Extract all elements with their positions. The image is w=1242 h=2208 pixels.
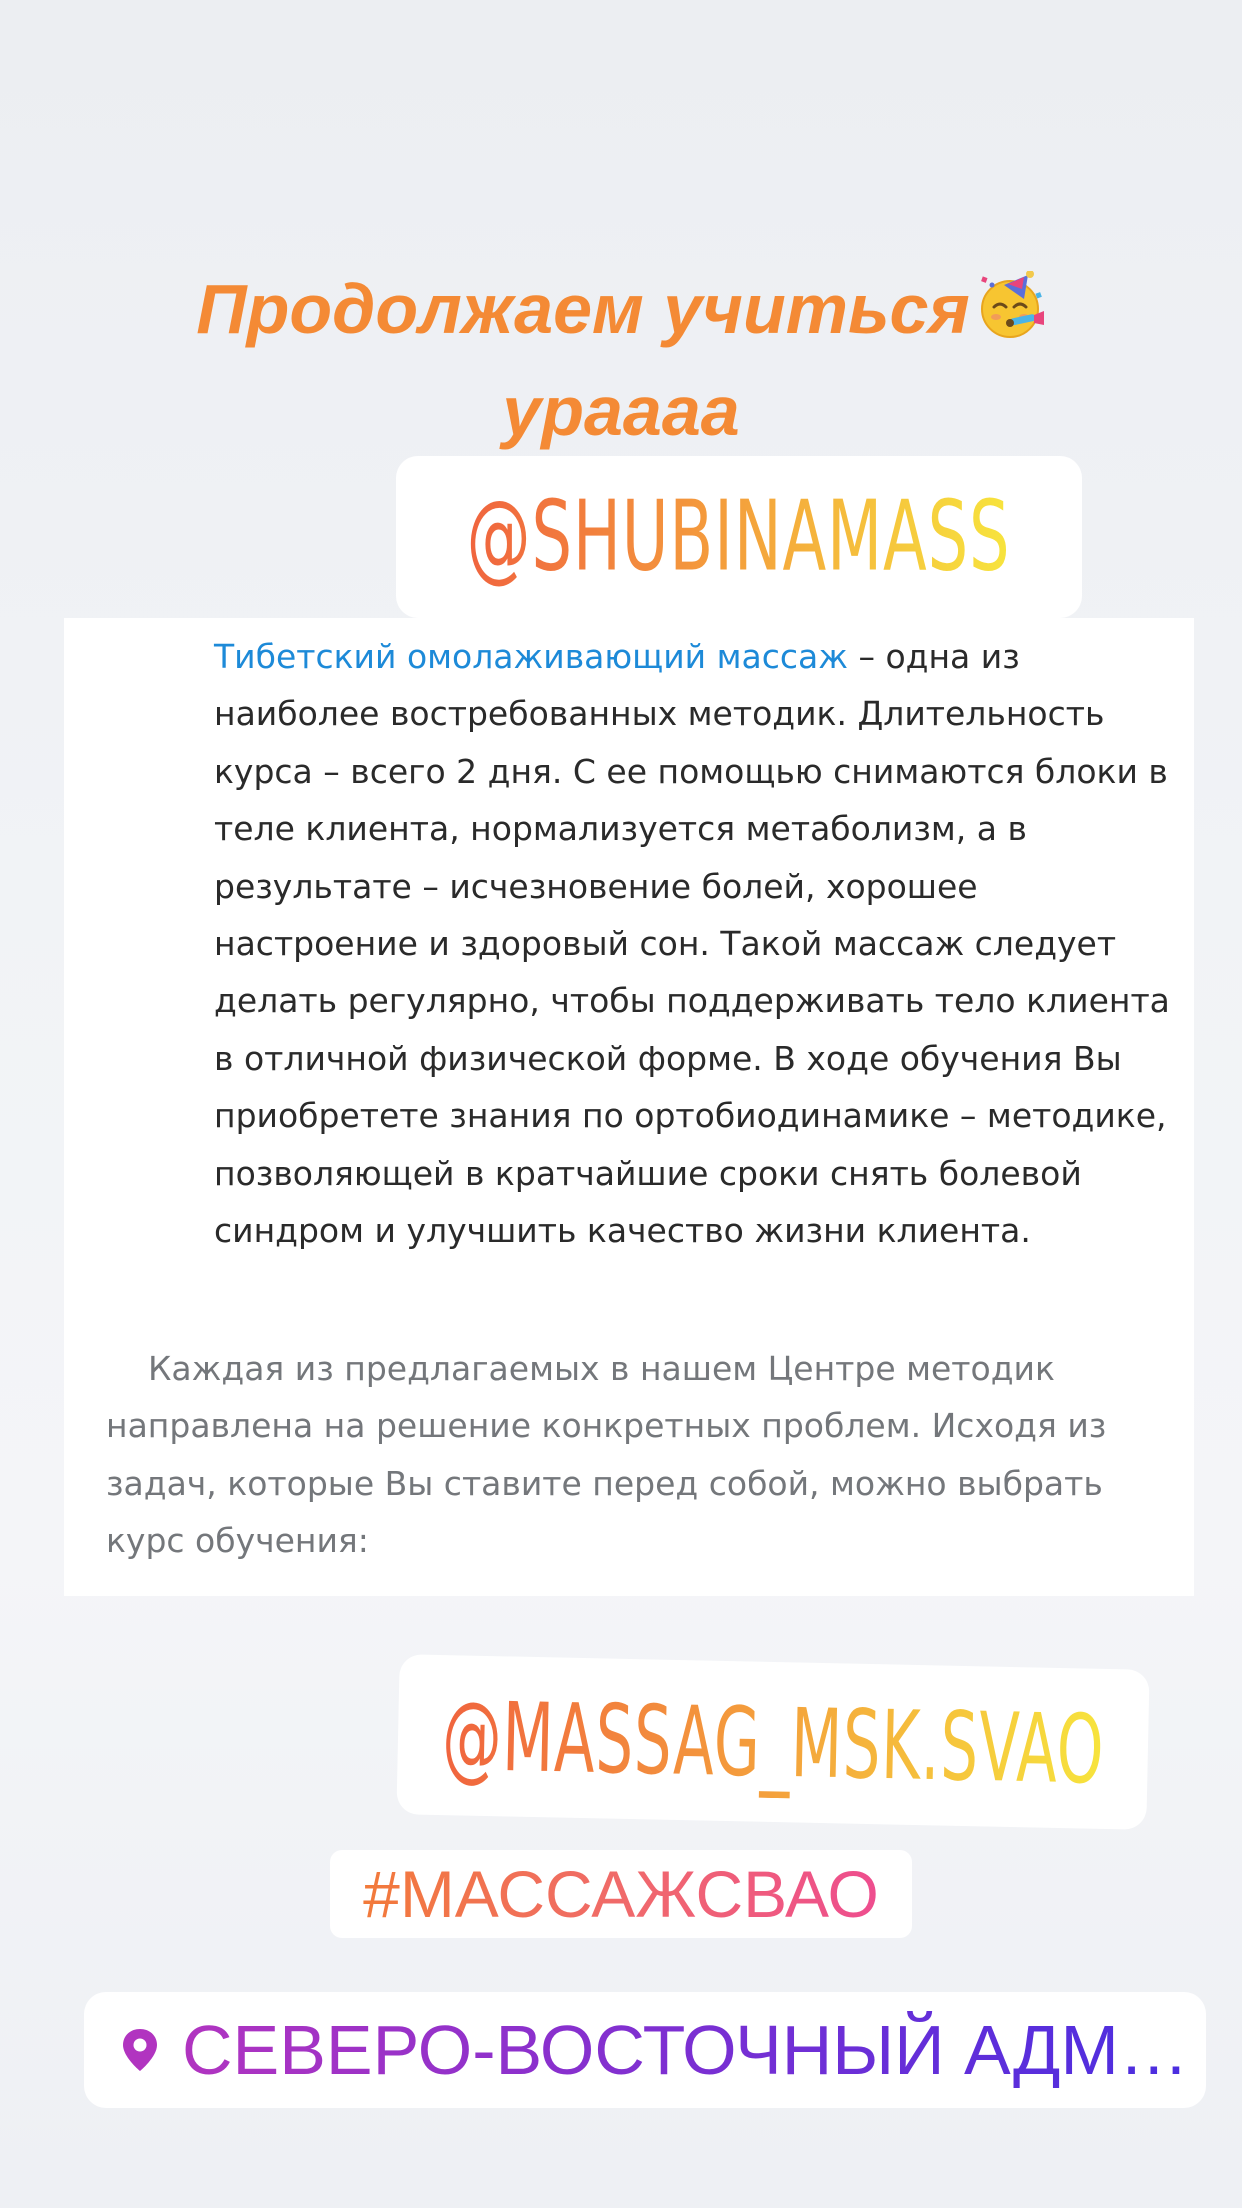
story-caption[interactable]: [0, 258, 1242, 462]
mention-sticker-shubinamass[interactable]: [396, 456, 1082, 618]
caption-line-2: урaaaa: [502, 372, 740, 450]
mention-sticker-massag-msk-svao[interactable]: [396, 1654, 1149, 1830]
mention-label: @MASSAG_MSK.SVAO: [440, 1679, 1106, 1805]
mention-label: @SHUBINAMASS: [467, 480, 1011, 594]
hashtag-sticker[interactable]: [330, 1850, 912, 1938]
partying-face-icon: [974, 268, 1046, 340]
article-body-text: – одна из наиболее востребованных методик. Длительность курса – всего 2 дня. С ее помощью снимаются блоки в теле клиента, нормализуется метаболизм, а в результате – исчезновение болей, хорошее настроение и здоровый сон. Такой массаж следует делать регулярно, чтобы поддерживать тело клиента в отличной физической форме. В ходе обучения Вы приобретете знания по ортобиодинамике – методике, позволяющей в кратчайшие сроки снять болевой синдром и улучшить качество жизни клиента.: [214, 637, 1170, 1251]
article-link-tibetan-massage[interactable]: Тибетский омолаживающий массаж: [214, 637, 848, 676]
location-sticker[interactable]: [84, 1992, 1206, 2108]
article-screenshot-card: [64, 618, 1194, 1596]
article-paragraph-main: [214, 628, 1174, 1259]
article-paragraph-secondary: Каждая из предлагаемых в нашем Центре методик направлена на решение конкретных проблем. Исходя из задач, которые Вы ставите перед собой, можно выбрать курс обучения:: [106, 1349, 1107, 1561]
caption-line-1: [0, 258, 1242, 360]
location-label: СЕВЕРО-ВОСТОЧНЫЙ АДМ…: [182, 2011, 1189, 2089]
hashtag-label: #МАССАЖСВАО: [363, 1857, 879, 1931]
location-pin-icon: [120, 2027, 160, 2073]
caption-line-1-text: Продолжаем учиться: [196, 270, 970, 348]
